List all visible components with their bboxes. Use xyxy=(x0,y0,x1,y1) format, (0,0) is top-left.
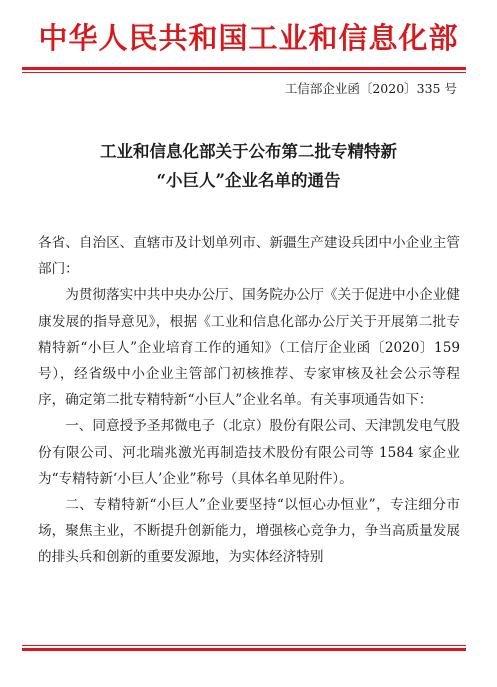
paragraph-item-2: 二、专精特新“小巨人”企业要坚持“以恒心办恒业”，专注细分市场，聚焦主业，不断提升创新能力，增强核心竞争力，争当高质量发展的排头兵和创新的重要发源地，为实体经济特别 xyxy=(38,497,460,566)
notice-title-line-1: 工业和信息化部关于公布第二批专精特新 xyxy=(100,142,397,161)
paragraph-item-1: 一、同意授予圣邦微电子（北京）股份有限公司、天津凯发电气股份有限公司、河北瑞兆激光再制造技术股份有限公司等 1584 家企业为“专精特新‘小巨人’企业”称号（具体名单见附件）。 xyxy=(38,418,460,487)
header-red-rule-thin xyxy=(22,72,466,73)
notice-title-line-2: “小巨人”企业名单的通告 xyxy=(156,171,341,190)
paragraph-intro: 为贯彻落实中共中央办公厅、国务院办公厅《关于促进中小企业健康发展的指导意见》，根据《工业和信息化部办公厅关于开展第二批专精特新“小巨人”企业培育工作的通知》（工信厅企业函〔2020〕159 号），经省级中小企业主管部门初核推荐、专家审核及社会公示等程序，确定第二批专精特新“小巨人”企业名单。有关事项通告如下： xyxy=(38,287,460,409)
notice-title xyxy=(0,137,497,195)
footer-red-rule-thin xyxy=(22,645,466,646)
footer-red-rule-thick xyxy=(22,648,466,651)
notice-body xyxy=(38,230,460,571)
ministry-header-title: 中华人民共和国工业和信息化部 xyxy=(38,21,459,55)
salutation: 各省、自治区、直辖市及计划单列市、新疆生产建设兵团中小企业主管部门： xyxy=(38,235,460,278)
document-number: 工信部企业函〔2020〕335 号 xyxy=(284,81,457,96)
header-red-rule-thick xyxy=(22,67,466,70)
